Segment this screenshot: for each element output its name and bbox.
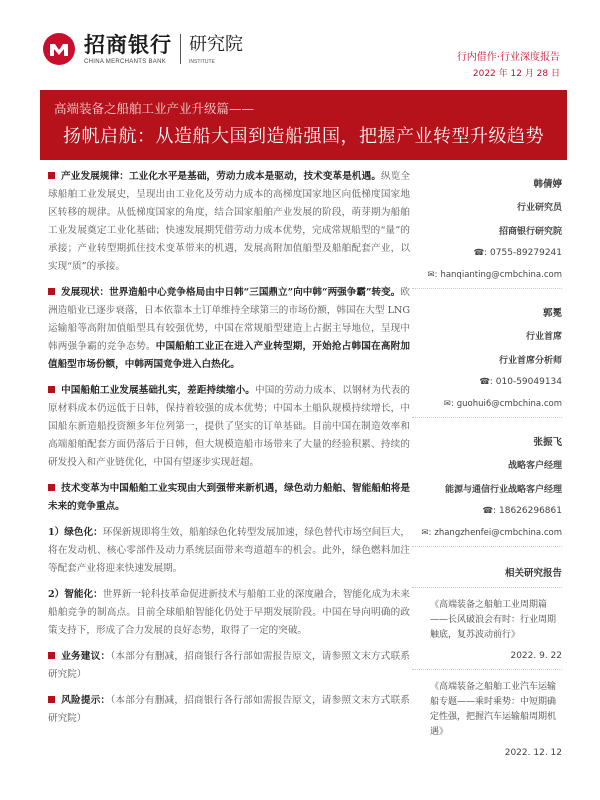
section-business-advice bbox=[48, 648, 410, 684]
related-report-item[interactable]: 《高端装备之船舶工业汽车运输船专题——乘时乘势：中短期确定性强，把握汽车运输船周期机遇》 bbox=[430, 682, 557, 737]
author-org: 行业首席分析师 bbox=[498, 356, 562, 366]
author-phone: ☎: 18626296861 bbox=[482, 506, 562, 516]
email-icon: ✉: bbox=[443, 399, 454, 409]
subsection-body: 环保新规即将生效，船舶绿色化转型发展加速，绿色替代市场空间巨大，将在发动机、核心零部件及动力系统层面带来弯道超车的机会。此外，绿色燃料加注等配套产业将迎来快速发展期。 bbox=[48, 527, 410, 574]
phone-icon: ☎: bbox=[479, 377, 493, 387]
section-current-status bbox=[48, 284, 410, 374]
author-title: 战略客户经理 bbox=[507, 461, 562, 471]
sidebar bbox=[412, 178, 562, 758]
bullet-square-icon bbox=[48, 386, 55, 393]
author-card bbox=[412, 436, 562, 547]
author-title: 行业研究员 bbox=[516, 203, 562, 213]
page-header bbox=[0, 0, 600, 88]
author-email[interactable]: ✉: zhangzhenfei@cmbchina.com bbox=[412, 527, 562, 547]
section-china-foundation bbox=[48, 382, 410, 472]
bullet-square-icon bbox=[48, 484, 55, 491]
report-type: 行内借作·行业深度报告 bbox=[456, 52, 560, 63]
subsection-intelligent bbox=[48, 586, 410, 640]
subsection-label: 1）绿色化： bbox=[48, 527, 103, 538]
section-body: 欧洲造船业已逐步衰落，日本依靠本土订单维持全球第三的市场份额，韩国在大型 LNG 运输船等高附加值船型具有较强优势，中国在常规船型建造上占据主导地位，呈现中韩两强争霸的竞争态势。 bbox=[48, 287, 410, 352]
author-email[interactable]: ✉: hanqianting@cmbchina.com bbox=[412, 269, 562, 289]
bullet-square-icon bbox=[48, 696, 55, 703]
section-risk-warning bbox=[48, 692, 410, 728]
author-phone: ☎: 0755-89279241 bbox=[473, 248, 562, 258]
phone-icon: ☎: bbox=[473, 248, 488, 258]
author-name: 郭冕 bbox=[542, 308, 562, 319]
cmb-logo bbox=[42, 32, 243, 66]
banner-subtitle: 高端装备之船舶工业产业升级篇—— bbox=[54, 101, 255, 116]
institute-name: 研究院 bbox=[189, 34, 243, 55]
section-heading: 中国船舶工业发展基础扎实，差距持续缩小。 bbox=[61, 385, 255, 396]
report-date: 2022 年 12 月 28 日 bbox=[472, 69, 560, 79]
section-tail: 开始抢占韩国在高附加值船型市场份额，中韩两国竞争进入白热化。 bbox=[48, 341, 411, 370]
related-report-date: 2022. 9. 22 bbox=[510, 651, 562, 661]
email-icon: ✉: bbox=[421, 528, 432, 538]
section-industry-law bbox=[48, 168, 410, 276]
bullet-square-icon bbox=[48, 652, 55, 659]
title-banner bbox=[40, 90, 567, 160]
report-title: 扬帆启航：从造船大国到造船强国，把握产业转型升级趋势 bbox=[63, 126, 544, 147]
author-card bbox=[412, 178, 562, 289]
divider bbox=[412, 669, 562, 670]
section-body: （本部分有删减，招商银行各行部如需报告原文，请参照文末方式联系研究院） bbox=[48, 651, 410, 680]
author-org: 能源与通信行业战略客户经理 bbox=[444, 485, 562, 495]
section-heading: 发展现状：世界造船中心竞争格局由中日韩“三国鼎立”向中韩“两强争霸”转变。 bbox=[61, 287, 401, 298]
author-name: 张振飞 bbox=[533, 437, 562, 448]
related-reports-title: 相关研究报告 bbox=[504, 568, 562, 579]
author-card bbox=[412, 307, 562, 418]
author-phone: ☎: 010-59049134 bbox=[479, 377, 562, 387]
institute-english: INSTITUTE bbox=[189, 59, 215, 65]
section-body: 中国的劳动力成本、以钢材为代表的原材料成本仍远低于日韩，保持着较强的成本优势；中国本土船队规模持续增长，中国船东新造船投资额多年位列第一，提供了坚实的订单基础。目前中国在制造效率和高端船舶配套方面仍落后于日韩，但大规模造船市场带来了大量的经验积累、持续的研发投入和产业链优化，中国有望逐步实现赶超。 bbox=[48, 385, 411, 468]
related-reports bbox=[412, 565, 562, 758]
main-content bbox=[48, 168, 410, 728]
subsection-body: 世界新一轮科技革命促进新技术与船舶工业的深度融合，智能化成为未来船舶竞争的制高点。目前全球船舶智能化仍处于早期发展阶段。中国在导向明确的政策支持下，形成了合力发展的良好态势，取得了一定的突破。 bbox=[48, 589, 410, 636]
divider bbox=[412, 587, 562, 588]
subsection-label: 2）智能化： bbox=[48, 589, 103, 600]
section-heading: 业务建议： bbox=[61, 651, 111, 662]
section-heading: 产业发展规律：工业化水平是基础，劳动力成本是驱动，技术变革是机遇。 bbox=[61, 171, 382, 182]
related-report-date: 2022. 12. 12 bbox=[504, 748, 562, 758]
section-body: （本部分有删减，招商银行各行部如需报告原文，请参照文末方式联系研究院） bbox=[48, 695, 410, 724]
subsection-green bbox=[48, 524, 410, 578]
phone-icon: ☎: bbox=[482, 506, 496, 516]
email-icon: ✉: bbox=[427, 270, 438, 280]
section-tech-opportunity bbox=[48, 480, 410, 516]
cmb-logo-icon bbox=[42, 32, 76, 66]
section-body: 纵览全球船舶工业发展史，呈现出由工业化及劳动力成本的高梯度国家地区向低梯度国家地区转移的规律。从低梯度国家的角度，结合国家船舶产业发展的阶段，萌芽期为船舶工业发展奠定工业化基础；快速发展期凭借劳动力成本优势，完成常规船型的“量”的承接；产业转型期抓住技术变革带来的机遇，发展高附加值船型及船舶配套产业，以实现“质”的承接。 bbox=[48, 171, 411, 272]
logo-english: CHINA MERCHANTS BANK bbox=[84, 59, 167, 65]
author-title: 行业首席 bbox=[525, 332, 562, 342]
section-highlight: 中国船舶工业正在进入产业转型期， bbox=[155, 341, 313, 352]
section-heading: 技术变革为中国船舶工业实现由大到强带来新机遇，绿色动力船舶、智能船舶将是未来的竞争重点。 bbox=[48, 483, 410, 512]
section-heading: 风险提示： bbox=[61, 695, 111, 706]
bullet-square-icon bbox=[48, 172, 55, 179]
author-org: 招商银行研究院 bbox=[498, 227, 562, 237]
logo-chinese: 招商银行 bbox=[84, 33, 172, 57]
bullet-square-icon bbox=[48, 288, 55, 295]
author-email[interactable]: ✉: guohui6@cmbchina.com bbox=[412, 398, 562, 418]
author-name: 韩倩婷 bbox=[533, 179, 562, 190]
related-report-item[interactable]: 《高端装备之船舶工业周期篇——长风破浪会有时：行业周期触底，复苏波动前行》 bbox=[430, 600, 557, 640]
logo-divider bbox=[180, 34, 181, 64]
